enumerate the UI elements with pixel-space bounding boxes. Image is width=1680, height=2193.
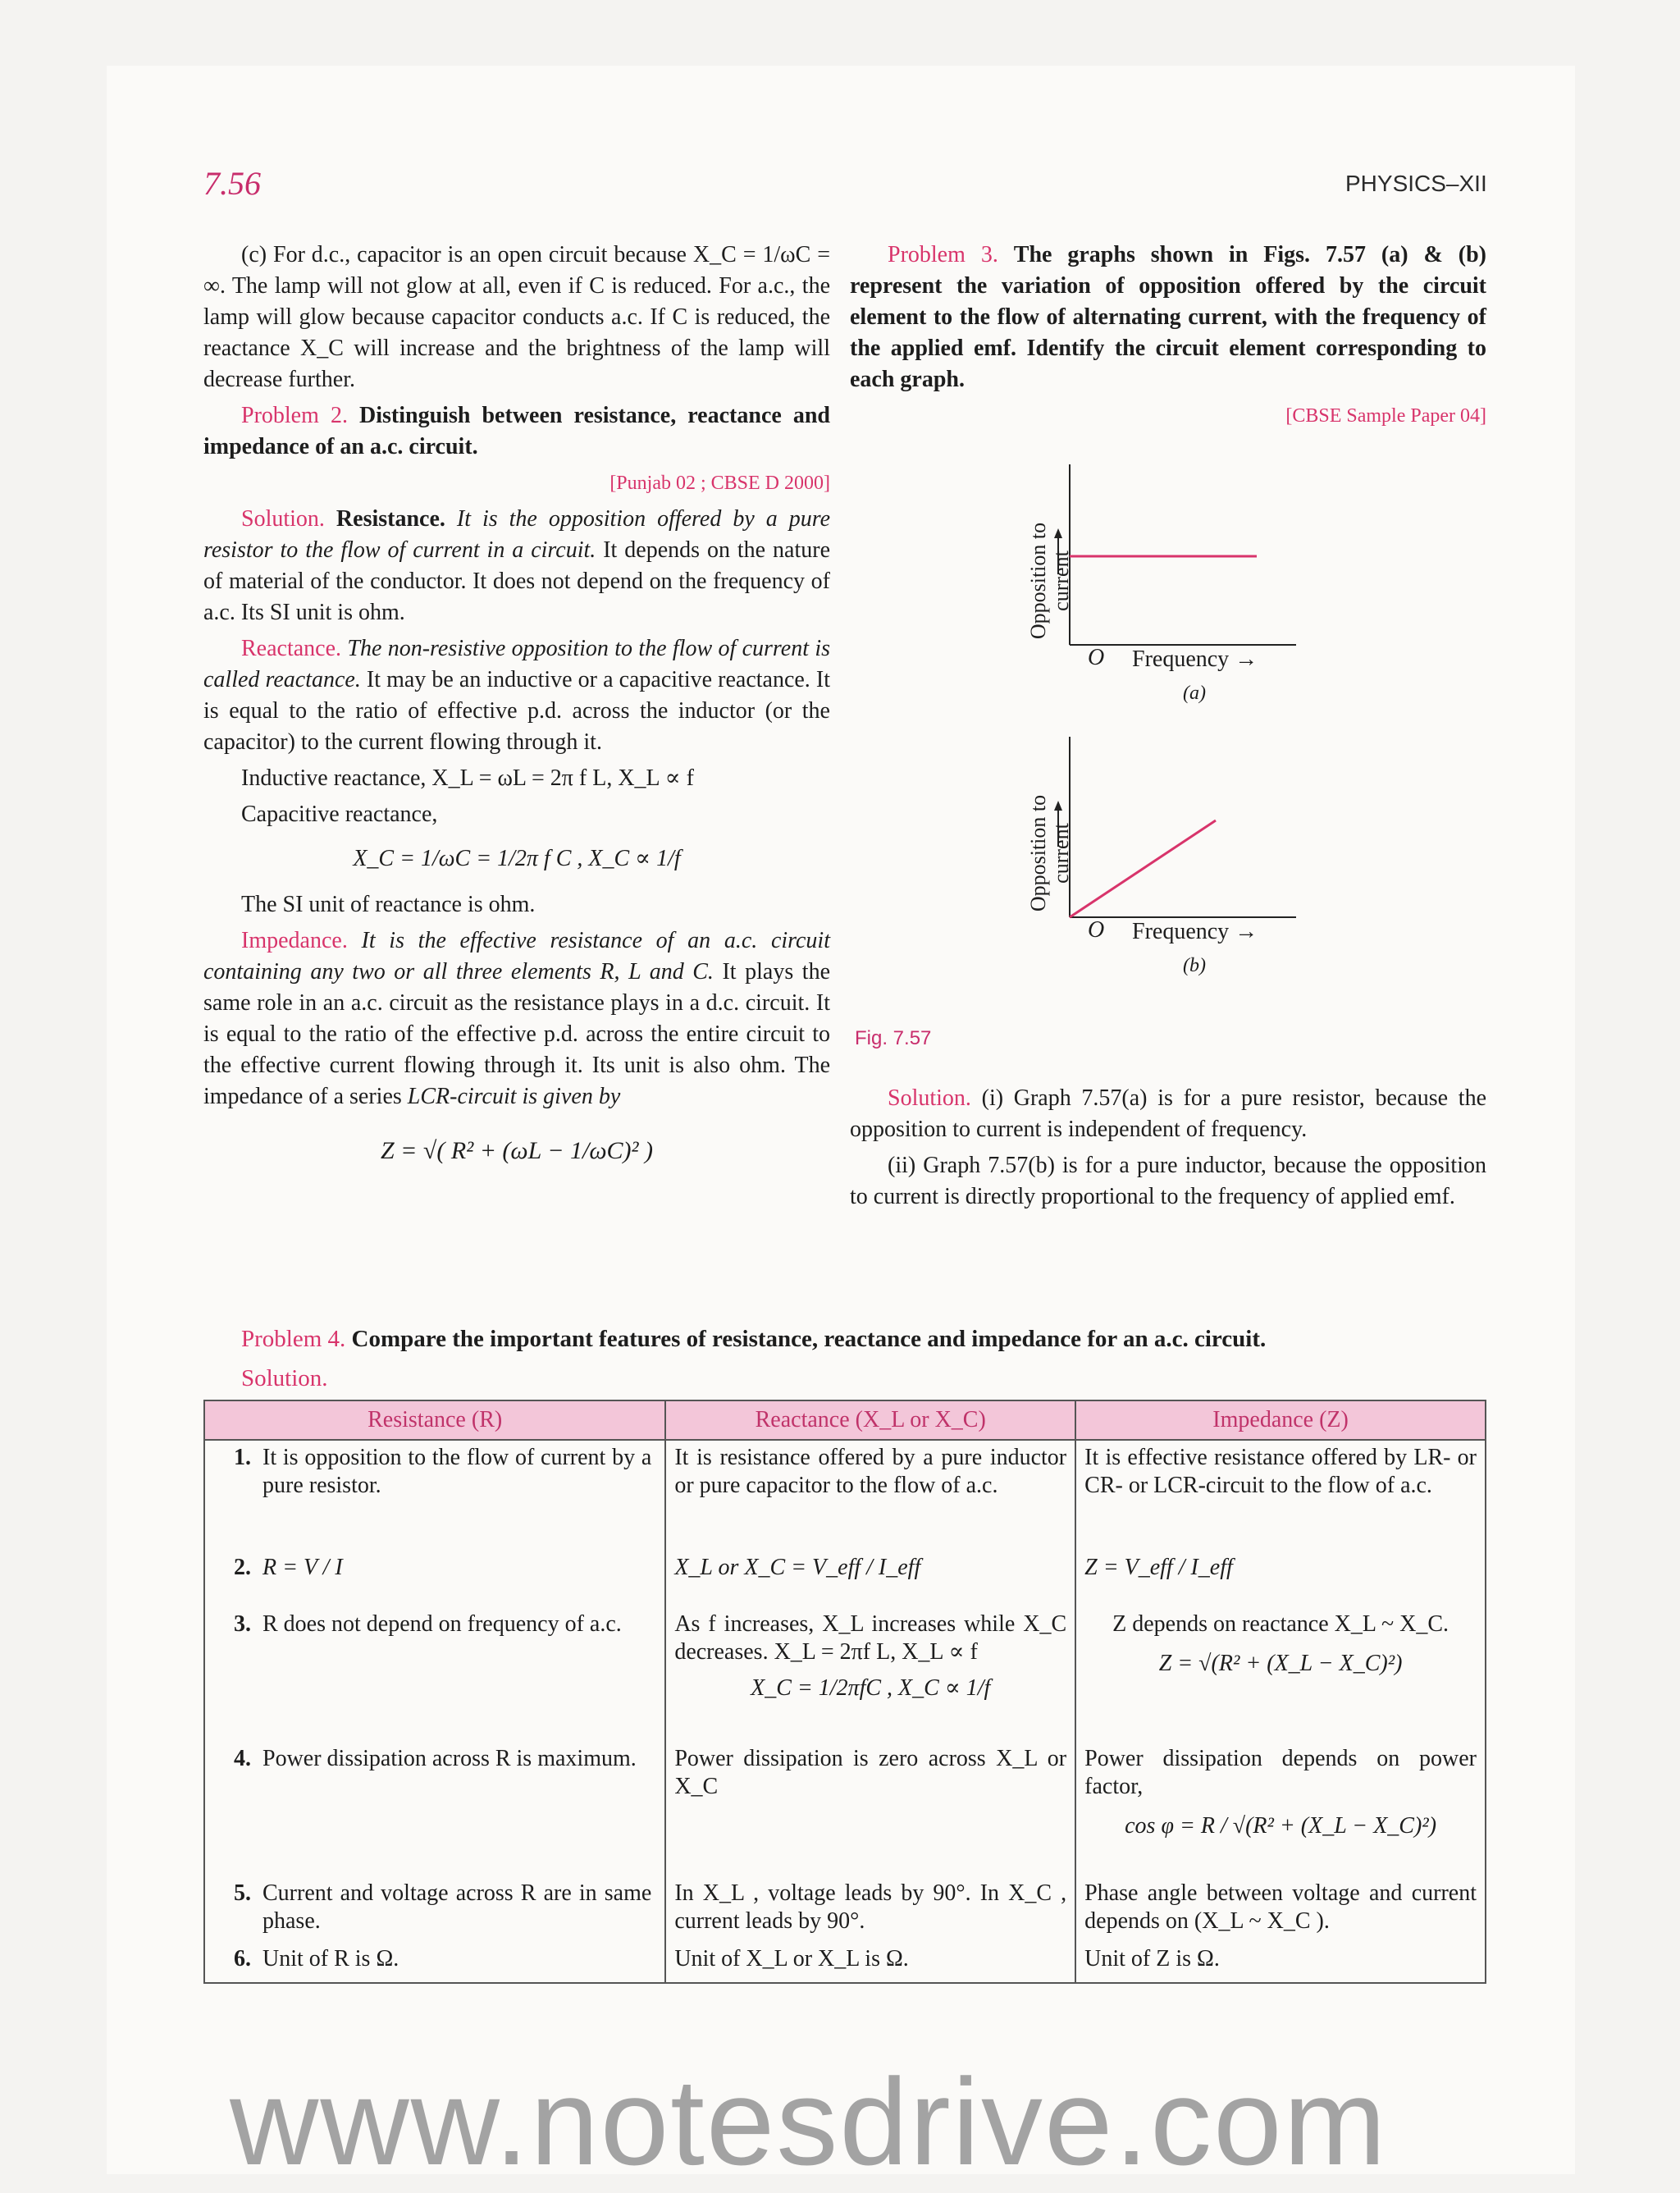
cell-formula: cos φ = R / √(R² + (X_L − X_C)²) <box>1125 1813 1437 1839</box>
graph-b-ylabel-line2: current <box>1049 823 1073 884</box>
right-column <box>850 240 1486 436</box>
reactance-definition: The non-resistive opposition to the flow of current is called reactance. <box>203 636 830 692</box>
header-reactance: Reactance (X_L or X_C) <box>665 1400 1075 1440</box>
solution-3-label: Solution. <box>888 1085 971 1111</box>
table-cell <box>204 1440 665 1528</box>
cell-formula: X_C = 1/2πfC , X_C ∝ 1/f <box>751 1675 991 1701</box>
cell-text: R = V / I <box>262 1555 343 1580</box>
graph-a-ylabel <box>1027 474 1073 688</box>
problem-4-label: Problem 4. <box>241 1326 346 1352</box>
graph-b-ylabel <box>1027 747 1073 960</box>
table-cell: Unit of X_L or X_L is Ω. <box>665 1942 1075 1983</box>
cell-text: Power dissipation across R is maximum. <box>262 1746 637 1771</box>
page-number: 7.56 <box>203 165 261 202</box>
table-cell: X_L or X_C = V_eff / I_eff <box>665 1528 1075 1607</box>
reactance-label: Reactance. <box>241 636 342 661</box>
si-unit-reactance: The SI unit of reactance is ohm. <box>241 892 536 917</box>
table-row <box>204 1742 1486 1876</box>
paragraph-capacitor: (c) For d.c., capacitor is an open circuit because X_C = 1/ωC = ∞. The lamp will not glow at all, even if C is reduced. For a.c., the lamp will glow because capacitor conducts a.c. If C is reduced, the reactance X_C will increase and the brightness of the lamp will decrease further. <box>203 242 830 392</box>
problem-3-reference: [CBSE Sample Paper 04] <box>1285 405 1486 427</box>
cell-text: As f increases, X_L increases while X_C decreases. X_L = 2πf L, X_L ∝ f <box>674 1611 1067 1665</box>
left-column <box>203 240 830 1172</box>
header-impedance: Impedance (Z) <box>1075 1400 1486 1440</box>
impedance-definition: It is the effective resistance of an a.c. circuit containing any two or all three elements R, L and C. <box>203 928 830 985</box>
resistance-paragraph <box>203 504 830 628</box>
table-cell: It is resistance offered by a pure inductor or pure capacitor to the flow of a.c. <box>665 1440 1075 1528</box>
watermark: www.notesdrive.com <box>230 2053 1388 2191</box>
row-number: 3. <box>234 1611 251 1637</box>
reactance-paragraph <box>203 633 830 758</box>
problem-3 <box>850 240 1486 395</box>
table-row <box>204 1942 1486 1983</box>
impedance-label: Impedance. <box>241 928 348 953</box>
resistance-heading: Resistance. <box>336 506 445 532</box>
table-cell: Power dissipation is zero across X_L or X_C <box>665 1742 1075 1876</box>
impedance-paragraph <box>203 925 830 1112</box>
table-row <box>204 1440 1486 1528</box>
graph-a <box>1025 459 1321 706</box>
table-cell <box>204 1742 665 1876</box>
graph-b-origin: O <box>1088 917 1105 943</box>
impedance-formula: Z = √( R² + (ωL − 1/ωC)² ) <box>380 1137 653 1164</box>
table-cell: In X_L , voltage leads by 90°. In X_C , current leads by 90°. <box>665 1876 1075 1942</box>
problem-3-solution <box>850 1083 1486 1218</box>
table-row <box>204 1607 1486 1742</box>
problem-4-solution-label: Solution. <box>241 1365 328 1391</box>
cell-text: R does not depend on frequency of a.c. <box>262 1611 622 1637</box>
graph-a-ylabel-line1: Opposition to <box>1026 522 1050 640</box>
table-cell <box>665 1607 1075 1742</box>
table-row <box>204 1876 1486 1942</box>
cell-text: Unit of R is Ω. <box>262 1946 399 1971</box>
table-header-row <box>204 1400 1486 1440</box>
table-cell: It is effective resistance offered by LR- or CR- or LCR-circuit to the flow of a.c. <box>1075 1440 1486 1528</box>
table-cell <box>1075 1607 1486 1742</box>
graph-b-ylabel-line1: Opposition to <box>1026 794 1050 912</box>
graph-b-line-proportional <box>1070 820 1216 917</box>
impedance-details: It plays the same role in an a.c. circuit as the resistance plays in a d.c. circuit. It is equal to the ratio of the effective p.d. across the entire circuit to the effective current flowing through it. Its unit is also ohm. The impedance of a series <box>203 959 831 1109</box>
problem-4-text: Compare the important features of resistance, reactance and impedance for an a.c. circuit. <box>351 1326 1267 1352</box>
cell-text: Current and voltage across R are in same phase. <box>262 1880 652 1934</box>
graph-a-ylabel-line2: current <box>1049 551 1073 611</box>
cell-formula: Z = √(R² + (X_L − X_C)²) <box>1158 1651 1403 1676</box>
header-resistance: Resistance (R) <box>204 1400 665 1440</box>
row-number: 1. <box>234 1445 251 1470</box>
impedance-details-end: LCR-circuit is given by <box>407 1084 621 1109</box>
row-number: 5. <box>234 1880 251 1906</box>
graph-b <box>1025 732 1321 978</box>
figure-label: Fig. 7.57 <box>855 1027 932 1049</box>
resistance-details: It depends on the nature of material of the conductor. It does not depend on the frequency of a.c. Its SI unit is ohm. <box>203 537 830 625</box>
table-cell <box>204 1942 665 1983</box>
graph-a-caption: (a) <box>1183 683 1206 704</box>
graph-b-xlabel: Frequency → <box>1132 919 1258 944</box>
graph-a-xlabel: Frequency → <box>1132 646 1258 672</box>
capacitive-formula: X_C = 1/ωC = 1/2π f C , X_C ∝ 1/f <box>353 846 681 871</box>
row-number: 4. <box>234 1746 251 1771</box>
graph-b-caption: (b) <box>1183 955 1206 976</box>
table-cell <box>204 1528 665 1607</box>
table-cell: Z = V_eff / I_eff <box>1075 1528 1486 1607</box>
solution-i-text: (i) Graph 7.57(a) is for a pure resistor, because the opposition to current is independent of frequency. <box>850 1085 1486 1142</box>
table-cell: Phase angle between voltage and current depends on (X_L ~ X_C ). <box>1075 1876 1486 1942</box>
problem-2-reference: [Punjab 02 ; CBSE D 2000] <box>609 473 830 494</box>
graph-a-origin: O <box>1088 645 1105 670</box>
row-number: 2. <box>234 1555 251 1580</box>
problem-2-text: Distinguish between resistance, reactance and impedance of an a.c. circuit. <box>203 403 831 459</box>
capacitive-reactance-line: Capacitive reactance, <box>241 802 438 827</box>
book-title: PHYSICS–XII <box>1345 171 1487 196</box>
table-cell: Unit of Z is Ω. <box>1075 1942 1486 1983</box>
problem-4 <box>241 1326 1266 1353</box>
table-cell <box>1075 1742 1486 1876</box>
table-cell <box>204 1607 665 1742</box>
resistance-definition: It is the opposition offered by a pure resistor to the flow of current in a circuit. <box>203 506 831 563</box>
problem-3-label: Problem 3. <box>888 242 998 267</box>
problem-3-text: The graphs shown in Figs. 7.57 (a) & (b) represent the variation of opposition offered by the circuit element to the flow of alternating current, with the frequency of the applied emf. Identify the circuit element corresponding to each graph. <box>850 242 1486 392</box>
table-row <box>204 1528 1486 1607</box>
problem-2 <box>203 400 830 463</box>
table-cell <box>204 1876 665 1942</box>
problem-2-label: Problem 2. <box>241 403 348 428</box>
solution-ii: (ii) Graph 7.57(b) is for a pure inductor, because the opposition to current is directly proportional to the frequency of applied emf. <box>850 1153 1486 1209</box>
cell-text: Power dissipation depends on power factor, <box>1084 1746 1477 1799</box>
solution-label: Solution. <box>241 506 325 532</box>
comparison-table <box>203 1400 1486 1984</box>
row-number: 6. <box>234 1946 251 1971</box>
cell-text: It is opposition to the flow of current by a pure resistor. <box>262 1445 652 1498</box>
cell-text: Z depends on reactance X_L ~ X_C. <box>1112 1611 1449 1637</box>
inductive-reactance-line: Inductive reactance, X_L = ωL = 2π f L, X_L ∝ f <box>241 765 694 791</box>
solution-i <box>850 1083 1486 1145</box>
reactance-details: It may be an inductive or a capacitive reactance. It is equal to the ratio of effective p.d. across the inductor (or the capacitor) to the current flowing through it. <box>203 667 830 755</box>
